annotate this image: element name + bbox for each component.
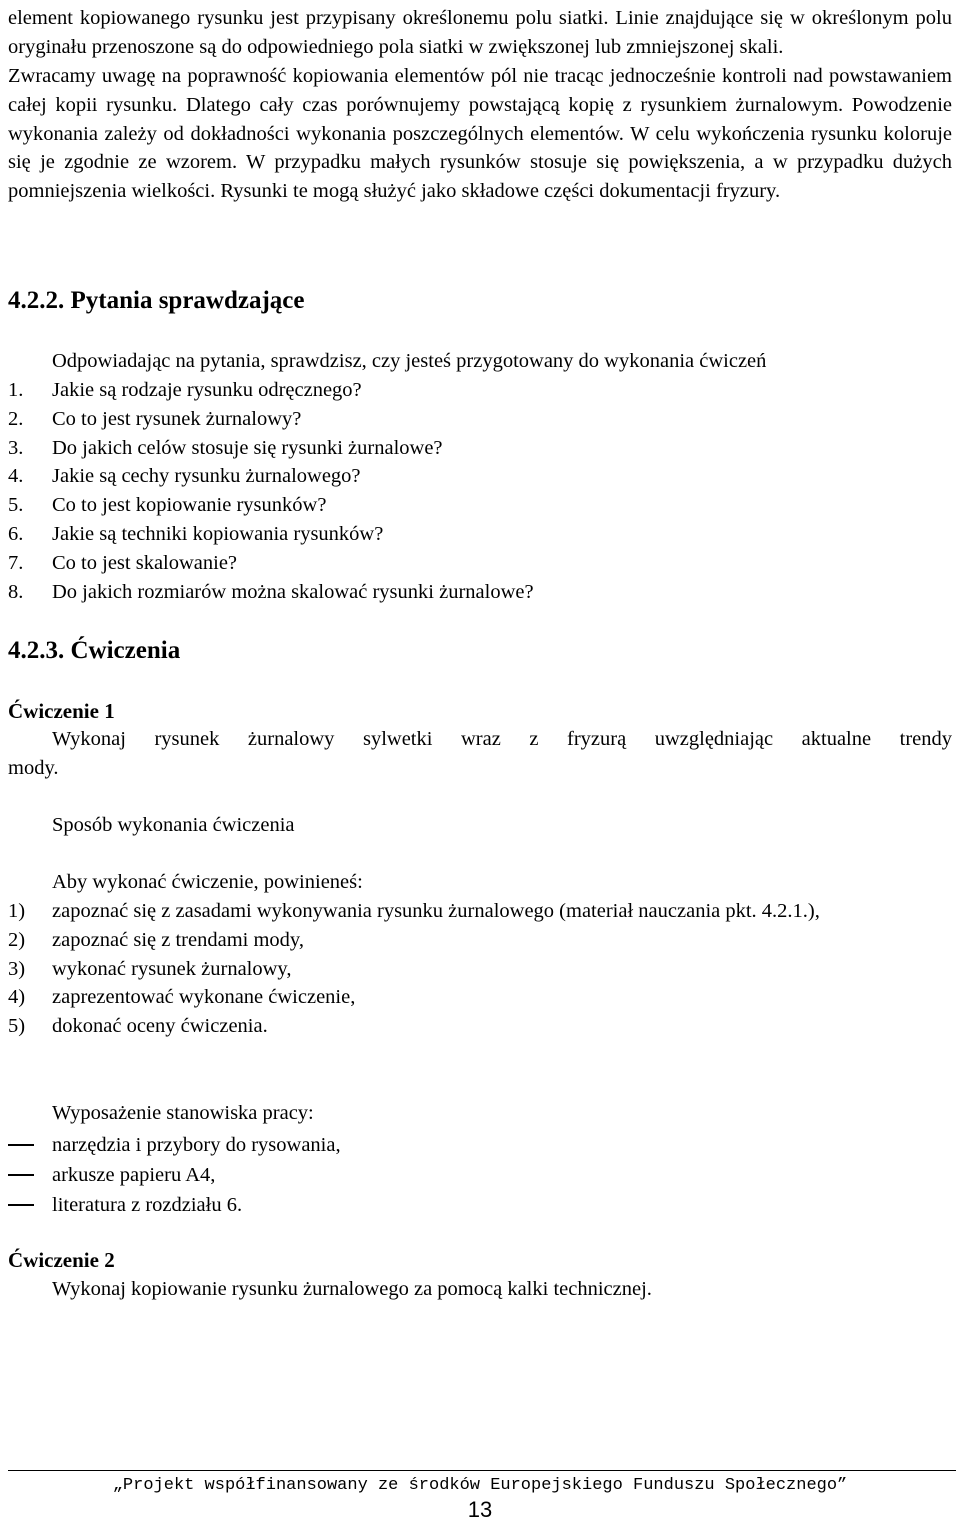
list-item xyxy=(8,549,952,578)
section-heading-questions: 4.2.2. Pytania sprawdzające xyxy=(8,287,305,314)
list-item-number: 3) xyxy=(8,957,26,980)
list-item-text: zaprezentować wykonane ćwiczenie, xyxy=(52,986,356,1009)
list-item xyxy=(8,897,952,926)
list-item-text: Do jakich rozmiarów można skalować rysunki żurnalowe? xyxy=(52,580,534,603)
intro-paragraph-1: element kopiowanego rysunku jest przypisany określonemu polu siatki. Linie znajdujące się w określonym polu oryginału przenoszone są do odpowiedniego pola siatki w zwiększonej lub zmniejszonej skali. xyxy=(8,7,952,58)
questions-list xyxy=(8,376,952,606)
dash-bullet-icon xyxy=(8,1144,34,1146)
exercise-1-task-line-1: Wykonaj rysunek żurnalowy sylwetki wraz z fryzurą uwzględniając aktualne trendy xyxy=(52,728,952,750)
footer-text: „Projekt współfinansowany ze środków Europejskiego Funduszu Społecznego” xyxy=(112,1476,848,1495)
list-item-text: zapoznać się z zasadami wykonywania rysunku żurnalowego (materiał nauczania pkt. 4.2.1.), xyxy=(52,900,820,922)
list-item-text: zapoznać się z trendami mody, xyxy=(52,928,304,951)
list-item xyxy=(8,955,952,984)
list-item xyxy=(8,1160,952,1190)
dash-bullet-icon xyxy=(8,1204,34,1206)
page-number: 13 xyxy=(467,1497,493,1522)
dash-bullet-icon xyxy=(8,1174,34,1176)
list-item-text: arkusze papieru A4, xyxy=(52,1164,216,1186)
list-item xyxy=(8,926,952,955)
list-item-text: narzędzia i przybory do rysowania, xyxy=(52,1134,341,1156)
list-item-text: Co to jest kopiowanie rysunków? xyxy=(52,494,327,517)
list-item-number: 2) xyxy=(8,928,26,951)
list-item-text: Co to jest rysunek żurnalowy? xyxy=(52,407,302,430)
exercise-1-task-line-2: mody. xyxy=(8,757,59,779)
questions-lead: Odpowiadając na pytania, sprawdzisz, czy jesteś przygotowany do wykonania ćwiczeń xyxy=(52,350,767,372)
list-item xyxy=(8,376,952,405)
exercise-1-equipment-list xyxy=(8,1130,952,1220)
list-item-number: 1) xyxy=(8,900,26,922)
list-item xyxy=(8,1130,952,1160)
list-item xyxy=(8,520,952,549)
list-item-number: 3. xyxy=(8,436,24,459)
list-item xyxy=(8,1190,952,1220)
list-item-number: 7. xyxy=(8,551,24,574)
exercise-1-equipment-heading: Wyposażenie stanowiska pracy: xyxy=(52,1102,314,1124)
list-item-number: 6. xyxy=(8,522,24,545)
footer-divider xyxy=(8,1470,956,1471)
list-item xyxy=(8,405,952,434)
list-item-number: 1. xyxy=(8,379,24,401)
list-item-number: 8. xyxy=(8,580,24,603)
section-heading-exercises: 4.2.3. Ćwiczenia xyxy=(8,637,181,664)
list-item-number: 5. xyxy=(8,494,24,517)
list-item-number: 5) xyxy=(8,1015,26,1038)
list-item xyxy=(8,1012,952,1041)
exercise-2-title: Ćwiczenie 2 xyxy=(8,1248,115,1272)
list-item-number: 4) xyxy=(8,986,26,1009)
list-item-text: Do jakich celów stosuje się rysunki żurnalowe? xyxy=(52,436,443,459)
list-item-number: 4. xyxy=(8,465,24,488)
list-item xyxy=(8,434,952,463)
exercise-1-steps-list xyxy=(8,897,952,1041)
list-item xyxy=(8,462,952,491)
exercise-2-task: Wykonaj kopiowanie rysunku żurnalowego za pomocą kalki technicznej. xyxy=(52,1278,652,1300)
intro-paragraph-2: Zwracamy uwagę na poprawność kopiowania elementów pól nie tracąc jednocześnie kontroli nad powstawaniem całej kopii rysunku. Dlatego cały czas porównujemy powstającą kopię z rysunkiem żurnalowym. Powodzenie wykonania zależy od dokładności wykonania poszczególnych elementów. W celu wykończenia rysunku koloruje się je zgodnie ze wzorem. W przypadku małych rysunków stosuje się powiększenia, a w przypadku dużych pomniejszenia wielkości. Rysunki te mogą służyć jako składowe części dokumentacji fryzury. xyxy=(8,65,952,203)
exercise-1-method-heading: Sposób wykonania ćwiczenia xyxy=(52,814,295,836)
list-item-text: Co to jest skalowanie? xyxy=(52,551,238,574)
list-item-text: Jakie są cechy rysunku żurnalowego? xyxy=(52,465,361,488)
list-item-text: Jakie są rodzaje rysunku odręcznego? xyxy=(52,379,362,401)
list-item-text: wykonać rysunek żurnalowy, xyxy=(52,957,292,980)
list-item xyxy=(8,491,952,520)
exercise-1-steps-lead: Aby wykonać ćwiczenie, powinieneś: xyxy=(52,871,363,893)
list-item xyxy=(8,983,952,1012)
list-item-text: Jakie są techniki kopiowania rysunków? xyxy=(52,522,384,545)
exercise-1-title: Ćwiczenie 1 xyxy=(8,699,115,723)
list-item-text: literatura z rozdziału 6. xyxy=(52,1194,243,1216)
list-item-text: dokonać oceny ćwiczenia. xyxy=(52,1015,268,1038)
list-item xyxy=(8,578,952,607)
list-item-number: 2. xyxy=(8,407,24,430)
